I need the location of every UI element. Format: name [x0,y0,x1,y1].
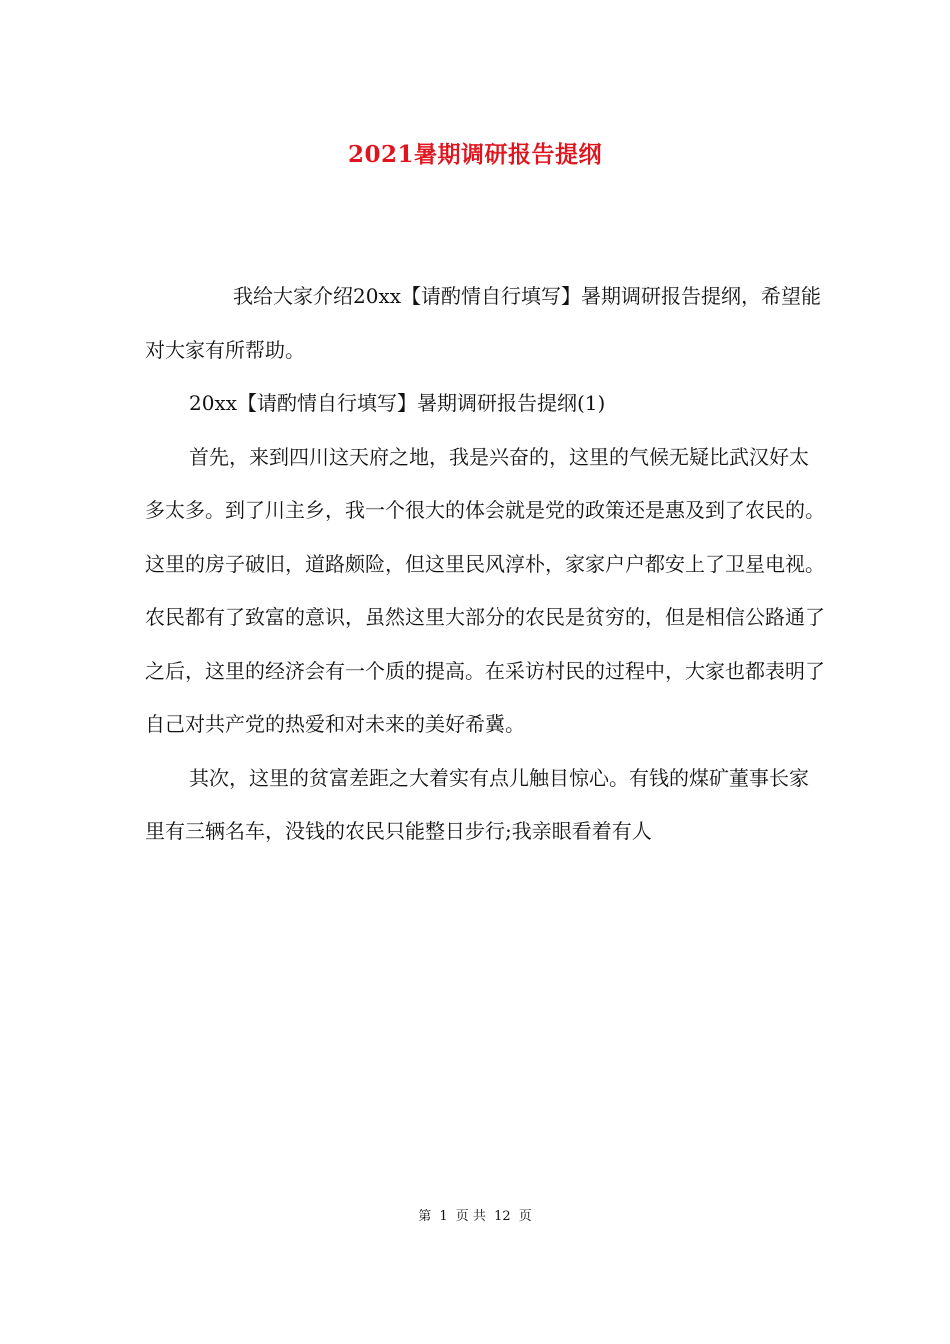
document-body [145,270,825,859]
footer-current-page: 1 [439,1209,448,1224]
document-title: 2021暑期调研报告提纲 [347,141,602,168]
page-footer [0,1207,950,1227]
body-paragraph: 首先，来到四川这天府之地，我是兴奋的，这里的气候无疑比武汉好太多太多。到了川主乡，我一个很大的体会就是党的政策还是惠及到了农民的。这里的房子破旧，道路颇险，但这里民风淳朴，家家户户都安上了卫星电视。农民都有了致富的意识，虽然这里大部分的农民是贫穷的，但是相信公路通了之后，这里的经济会有一个质的提高。在采访村民的过程中，大家也都表明了自己对共产党的热爱和对未来的美好希冀。 [145,444,825,736]
footer-suffix: 页 [518,1209,532,1224]
intro-paragraph: 我给大家介绍20xx【请酌情自行填写】暑期调研报告提纲，希望能对大家有所帮助。 [145,284,822,362]
section-heading: 20xx【请酌情自行填写】暑期调研报告提纲(1) [189,391,606,415]
footer-prefix: 第 [418,1209,432,1224]
footer-total-pages: 12 [494,1209,511,1224]
body-paragraph: 其次，这里的贫富差距之大着实有点儿触目惊心。有钱的煤矿董事长家里有三辆名车，没钱的农民只能整日步行;我亲眼看着有人 [145,765,809,843]
footer-middle: 页 共 [455,1209,486,1224]
